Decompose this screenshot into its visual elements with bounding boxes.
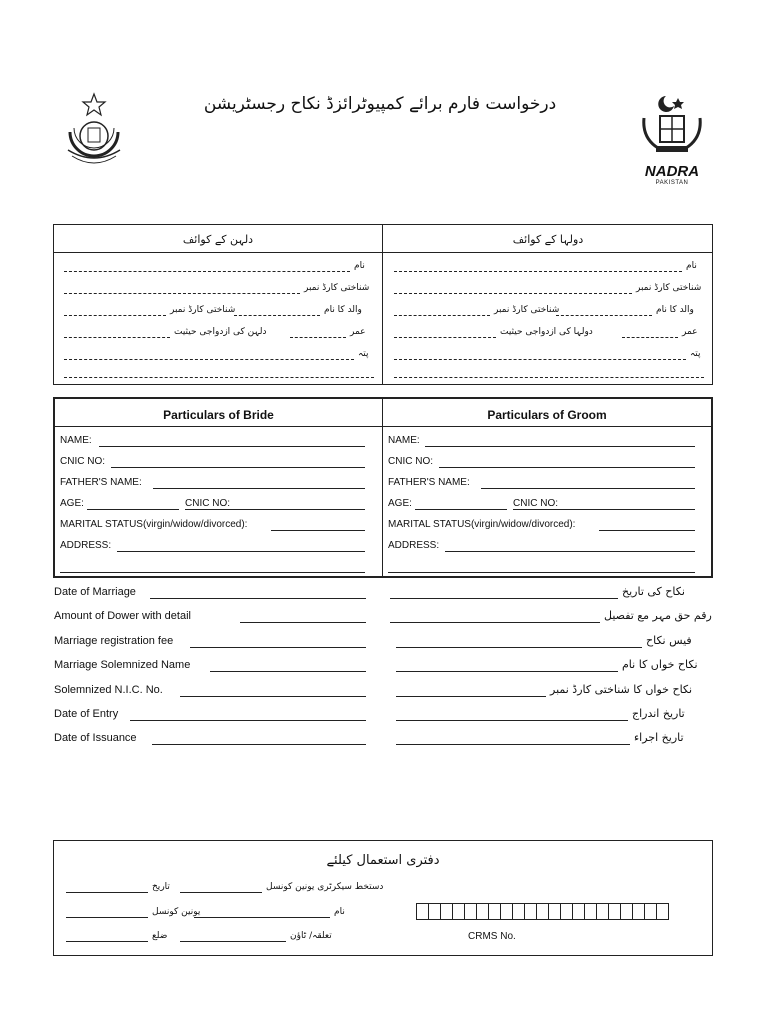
office-tehsil-label: تعلقہ/ ٹاؤن [290,931,332,941]
office-union-council-field[interactable] [66,917,148,918]
urdu-bride-age-field[interactable] [290,337,346,338]
groom-cnic-field[interactable] [439,467,695,468]
dower-field[interactable] [240,622,366,623]
urdu-groom-cnic-label: شناختی کارڈ نمبر [636,283,702,293]
urdu-groom-name-label: نام [686,261,697,271]
bride-cnic-label: CNIC NO: [60,456,105,467]
crms-digit[interactable] [656,903,669,920]
crms-label: CRMS No. [468,931,516,942]
bride-age-label: AGE: [60,498,84,509]
urdu-bride-address-field[interactable] [64,359,354,360]
bride-father-label: FATHER'S NAME: [60,477,142,488]
registration-fee-urdu-field[interactable] [396,647,642,648]
groom-address-label: ADDRESS: [388,540,440,551]
urdu-groom-age-field[interactable] [622,337,678,338]
groom-marital-field[interactable] [599,530,695,531]
office-date-label: تاریخ [152,882,170,892]
urdu-bride-age-label: عمر [350,327,366,337]
bride-address-label: ADDRESS: [60,540,112,551]
solemnized-name-label: Marriage Solemnized Name [54,659,191,671]
header-divider [55,426,711,427]
solemnized-nic-label: Solemnized N.I.C. No. [54,684,163,696]
date-of-marriage-label: Date of Marriage [54,586,136,598]
urdu-bride-cnic-field[interactable] [64,293,300,294]
groom-age-cnic-field[interactable] [513,509,695,510]
office-date-field[interactable] [66,892,148,893]
solemnized-nic-urdu-field[interactable] [396,696,546,697]
urdu-groom-father-cnic-label: شناختی کارڈ نمبر [494,305,560,315]
urdu-bride-father-label: والد کا نام [324,305,362,315]
date-of-marriage-field[interactable] [150,598,366,599]
logo-subtext: PAKISTAN [655,180,689,186]
urdu-groom-address-field[interactable] [394,359,686,360]
groom-marital-label: MARITAL STATUS(virgin/widow/divorced): [388,519,576,530]
office-signature-field[interactable] [180,892,262,893]
urdu-groom-marital-field[interactable] [394,337,496,338]
urdu-groom-address-field-2[interactable] [394,377,704,378]
column-divider [382,225,383,384]
groom-address-field[interactable] [445,551,695,552]
urdu-bride-marital-field[interactable] [64,337,170,338]
date-of-issuance-urdu-label: تاریخ اجراء [634,731,684,744]
groom-name-field[interactable] [425,446,695,447]
bride-address-field[interactable] [117,551,365,552]
urdu-bride-header: دلہن کے کوائف [182,233,254,246]
date-of-entry-urdu-field[interactable] [396,720,628,721]
pakistan-emblem-icon [636,92,708,160]
office-name-label: نام [334,907,345,917]
bride-age-field[interactable] [87,509,179,510]
office-district-field[interactable] [66,941,148,942]
office-use-box [53,840,713,956]
urdu-bride-marital-label: دلہن کی ازدواجی حیثیت [174,327,267,337]
bride-age-cnic-field[interactable] [185,509,365,510]
urdu-bride-cnic-label: شناختی کارڈ نمبر [304,283,370,293]
column-divider [382,399,383,576]
urdu-bride-name-field[interactable] [64,271,350,272]
office-signature-label: دستخط سیکرٹری یونین کونسل [266,882,384,892]
urdu-groom-age-label: عمر [682,327,698,337]
date-of-issuance-urdu-field[interactable] [396,744,630,745]
bride-marital-field[interactable] [271,530,365,531]
solemnized-nic-field[interactable] [180,696,366,697]
urdu-groom-name-field[interactable] [394,271,682,272]
urdu-groom-address-label: پتہ [690,349,701,359]
urdu-groom-father-field[interactable] [556,315,652,316]
urdu-groom-father-cnic-field[interactable] [394,315,490,316]
urdu-bride-father-cnic-label: شناختی کارڈ نمبر [170,305,236,315]
urdu-groom-marital-label: دولہا کی ازدواجی حیثیت [500,327,593,337]
solemnized-name-urdu-field[interactable] [396,671,618,672]
groom-father-label: FATHER'S NAME: [388,477,470,488]
urdu-groom-cnic-field[interactable] [394,293,632,294]
groom-cnic-label: CNIC NO: [388,456,433,467]
date-of-entry-urdu-label: تاریخ اندراج [632,707,685,720]
urdu-bride-address-label: پتہ [358,349,369,359]
urdu-bride-father-field[interactable] [234,315,320,316]
bride-address-field-2[interactable] [60,572,365,573]
urdu-bride-father-cnic-field[interactable] [64,315,166,316]
registration-fee-urdu-label: فیس نکاح [646,634,692,647]
bride-name-label: NAME: [60,435,92,446]
date-of-marriage-urdu-label: نکاح کی تاریخ [622,585,685,598]
header-divider [54,252,712,253]
dower-urdu-label: رقم حق مہر مع تفصیل [604,609,712,622]
bride-cnic-field[interactable] [111,467,365,468]
groom-header: Particulars of Groom [487,408,607,422]
registration-fee-field[interactable] [190,647,366,648]
bride-father-field[interactable] [153,488,365,489]
office-tehsil-field[interactable] [180,941,286,942]
date-of-marriage-urdu-field[interactable] [390,598,618,599]
dower-label: Amount of Dower with detail [54,610,191,622]
urdu-bride-address-field-2[interactable] [64,377,374,378]
solemnized-name-urdu-label: نکاح خواں کا نام [622,658,698,671]
groom-name-label: NAME: [388,435,420,446]
bride-name-field[interactable] [99,446,365,447]
date-of-entry-label: Date of Entry [54,708,119,720]
groom-father-field[interactable] [481,488,695,489]
office-union-council-label: یونین کونسل [152,907,201,917]
bride-age-cnic-label: CNIC NO: [185,498,230,509]
office-district-label: ضلع [152,931,168,941]
bride-marital-label: MARITAL STATUS(virgin/widow/divorced): [60,519,248,530]
office-use-title: دفتری استعمال کیلئے [326,853,440,868]
government-seal-icon [62,92,126,170]
urdu-bride-name-label: نام [354,261,365,271]
nadra-logo [636,92,708,184]
groom-age-field[interactable] [415,509,507,510]
english-particulars-box [53,397,713,578]
solemnized-name-field[interactable] [210,671,366,672]
logo-text: NADRA [644,163,700,180]
urdu-groom-father-label: والد کا نام [656,305,694,315]
registration-fee-label: Marriage registration fee [54,635,174,647]
date-of-entry-field[interactable] [130,720,366,721]
date-of-issuance-label: Date of Issuance [54,732,137,744]
groom-address-field-2[interactable] [388,572,695,573]
date-of-issuance-field[interactable] [152,744,366,745]
bride-header: Particulars of Bride [163,408,274,422]
groom-age-cnic-label: CNIC NO: [513,498,558,509]
urdu-groom-header: دولہا کے کوائف [512,233,584,246]
crms-number-boxes[interactable] [416,903,668,925]
urdu-particulars-box [53,224,713,385]
office-name-field[interactable] [194,917,330,918]
dower-urdu-field[interactable] [390,622,600,623]
groom-age-label: AGE: [388,498,412,509]
solemnized-nic-urdu-label: نکاح خواں کا شناختی کارڈ نمبر [550,683,693,696]
form-title: درخواست فارم برائے کمپیوٹرائزڈ نکاح رجسٹریشن [203,94,557,114]
